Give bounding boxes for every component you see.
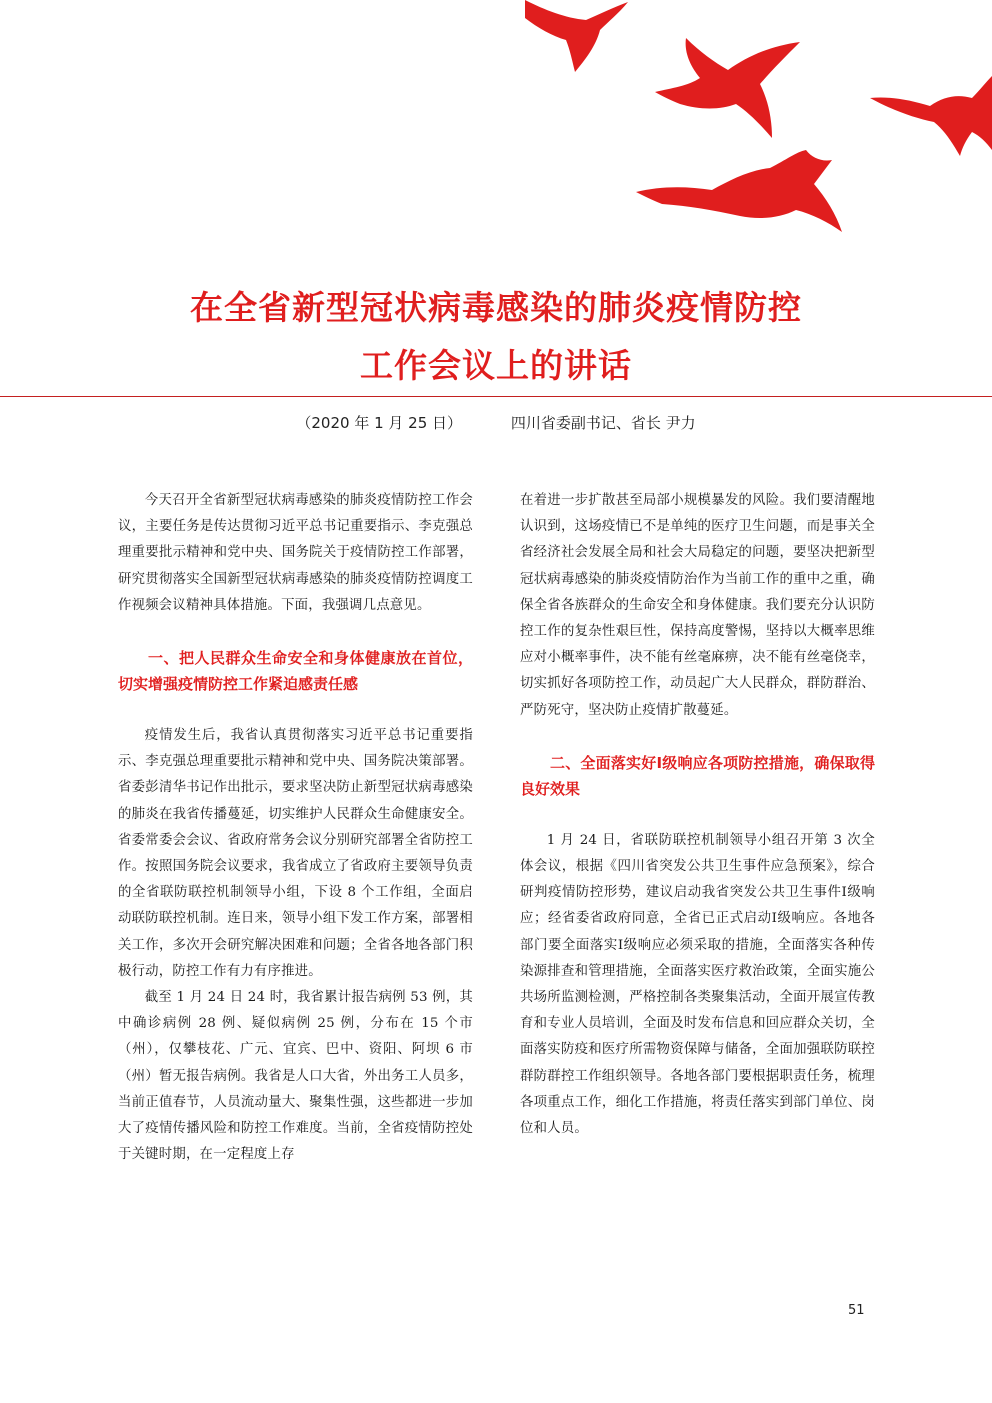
left-column [118,488,473,1168]
flying-doves-icon [0,0,992,270]
section-heading-1: 一、把人民群众生命安全和身体健康放在首位，切实增强疫情防控工作紧迫感责任感 [118,649,473,694]
paragraph-section2-a: 1 月 24 日，省联防联控机制领导小组召开第 3 次全体会议，根据《四川省突发公共卫生事件应急预案》，综合研判疫情防控形势，建议启动我省突发公共卫生事件Ⅰ级响应；经省委省政府同意，全省已正式启动Ⅰ级响应。各地各部门要全面落实Ⅰ级响应必须采取的措施，全面落实各种传染源排查和管理措施，全面落实医疗救治政策，全面实施公共场所监测检测，严格控制各类聚集活动，全面开展宣传教育和专业人员培训，全面及时发布信息和回应群众关切，全面落实防疫和医疗所需物资保障与储备，全面加强联防联控群防群控工作组织领导。各地各部门要根据职责任务，梳理各项重点工作，细化工作措施，将责任落实到部门单位、岗位和人员。 [520,832,875,1137]
dove-2 [655,38,800,138]
dove-1 [525,0,628,72]
page-title-line-2: 工作会议上的讲话 [360,346,632,385]
speech-date: （2020 年 1 月 25 日） [296,414,463,432]
byline [0,412,992,433]
page-title-line-1: 在全省新型冠状病毒感染的肺炎疫情防控 [190,288,802,327]
paragraph-section1-a: 疫情发生后，我省认真贯彻落实习近平总书记重要指示、李克强总理重要批示精神和党中央、国务院决策部署。省委彭清华书记作出批示，要求坚决防止新型冠状病毒感染的肺炎在我省传播蔓延，切实维护人民群众生命健康安全。省委常委会会议、省政府常务会议分别研究部署全省防控工作。按照国务院会议要求，我省成立了省政府主要领导负责的全省联防联控机制领导小组，下设 8 个工作组，全面启动联防联控机制。连日来，领导小组下发工作方案，部署相关工作，多次开会研究解决困难和问题；全省各地各部门积极行动，防控工作有力有序推进。 [118,728,473,979]
right-column [520,488,875,1142]
section-heading-2: 二、全面落实好Ⅰ级响应各项防控措施，确保取得良好效果 [520,753,875,798]
title-divider [0,396,992,397]
paragraph-intro: 今天召开全省新型冠状病毒感染的肺炎疫情防控工作会议，主要任务是传达贯彻习近平总书记重要指示、李克强总理重要批示精神和党中央、国务院关于疫情防控工作部署，研究贯彻落实全国新型冠状病毒感染的肺炎疫情防控调度工作视频会议精神具体措施。下面，我强调几点意见。 [118,493,473,613]
page-number: 51 [848,1303,865,1318]
paragraph-section1-c: 在着进一步扩散甚至局部小规模暴发的风险。我们要清醒地认识到，这场疫情已不是单纯的医疗卫生问题，而是事关全省经济社会发展全局和社会大局稳定的问题，要坚决把新型冠状病毒感染的肺炎疫情防治作为当前工作的重中之重，确保全省各族群众的生命安全和身体健康。我们要充分认识防控工作的复杂性艰巨性，保持高度警惕，坚持以大概率思维应对小概率事件，决不能有丝毫麻痹，决不能有丝毫侥幸，切实抓好各项防控工作，动员起广大人民群众，群防群治、严防死守，坚决防止疫情扩散蔓延。 [520,493,875,718]
dove-3 [870,76,992,156]
dove-4 [636,150,842,232]
speech-author: 四川省委副书记、省长 尹力 [510,414,696,432]
paragraph-section1-b: 截至 1 月 24 日 24 时，我省累计报告病例 53 例，其中确诊病例 28 例、疑似病例 25 例，分布在 15 个市（州），仅攀枝花、广元、宜宾、巴中、资阳、阿坝 6 市（州）暂无报告病例。我省是人口大省，外出务工人员多，当前正值春节，人员流动量大、聚集性强，这些都进一步加大了疫情传播风险和防控工作难度。当前，全省疫情防控处于关键时期，在一定程度上存 [118,990,473,1163]
